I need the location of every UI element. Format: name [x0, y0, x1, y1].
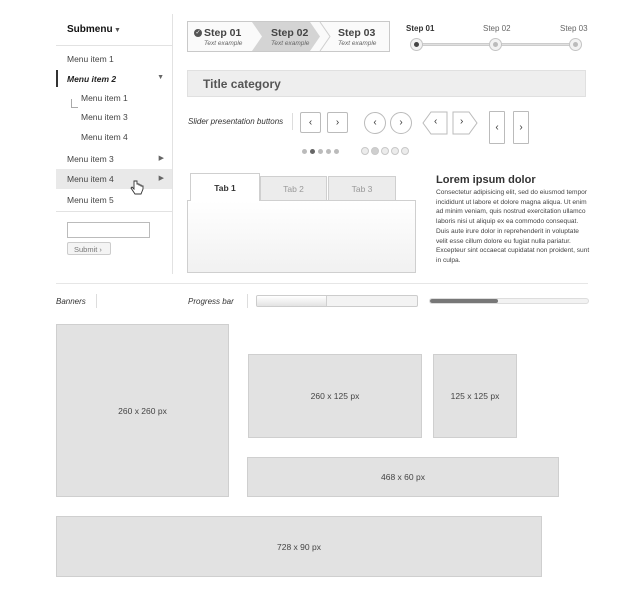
slider-arrow-buttons: [422, 111, 478, 135]
chevron-left-icon: ‹: [434, 116, 438, 127]
sidebar-item-label: Menu item 5: [67, 195, 114, 205]
separator: [96, 294, 97, 308]
slider-next-round-button[interactable]: ›: [390, 112, 412, 134]
step-sub: Text example: [271, 40, 310, 47]
progress-step-dot-3[interactable]: [569, 38, 582, 51]
slider-next-button[interactable]: ›: [327, 112, 348, 133]
separator: [247, 294, 248, 308]
sidebar-item-label: Menu item 4: [67, 174, 114, 184]
banner-260x260[interactable]: [56, 324, 229, 497]
tab-component: [187, 173, 416, 273]
submit-button[interactable]: Submit ›: [67, 242, 111, 255]
banner-468x60[interactable]: [247, 457, 559, 497]
banner-label: 260 x 260 px: [118, 405, 167, 416]
banner-728x90[interactable]: [56, 516, 542, 577]
sidebar-item-label: Menu item 4: [81, 132, 128, 142]
pagination-dot[interactable]: [302, 149, 307, 154]
sidebar: [56, 14, 172, 274]
tab-2[interactable]: Tab 2: [260, 176, 327, 201]
sidebar-item-menu-item-1[interactable]: [56, 49, 172, 69]
sidebar-divider: [56, 211, 172, 212]
title-category: Title category: [203, 77, 281, 91]
chevron-right-icon: ▶: [158, 155, 164, 162]
pagination-dot[interactable]: [310, 149, 315, 154]
progress-step-dot-1[interactable]: [410, 38, 423, 51]
progress-bar-label: Progress bar: [188, 297, 234, 306]
slider-buttons-label: Slider presentation buttons: [188, 117, 284, 126]
sidebar-item-menu-item-2[interactable]: [56, 69, 172, 89]
pagination-dot[interactable]: [391, 147, 399, 155]
progress-fill-2: [430, 299, 498, 303]
banner-125x125[interactable]: [433, 354, 517, 438]
banner-label: 125 x 125 px: [450, 391, 500, 401]
title-category-bar: [187, 70, 586, 97]
slider-next-tall-button[interactable]: ›: [513, 111, 529, 144]
submenu-title: Submenu: [67, 24, 113, 35]
step-2[interactable]: [262, 22, 320, 51]
progress-bar-1: [256, 295, 418, 307]
hand-cursor-icon: [130, 180, 144, 196]
tab-panel: [187, 200, 416, 273]
step-label: Step 01: [204, 27, 242, 39]
banner-label: 260 x 125 px: [310, 391, 360, 401]
tab-3[interactable]: Tab 3: [328, 176, 396, 201]
sidebar-item-menu-item-3[interactable]: [56, 149, 172, 169]
chevron-right-icon: ›: [460, 116, 464, 127]
sidebar-item-label: Menu item 3: [67, 154, 114, 164]
sidebar-item-label: Menu item 2: [67, 74, 117, 84]
progress-bar-2: [429, 298, 589, 304]
progress-fill-1: [257, 296, 327, 306]
step-label: Step 02: [271, 27, 309, 39]
banner-label: 728 x 90 px: [277, 541, 321, 552]
chevron-right-icon: ▶: [158, 175, 164, 182]
banners-label: Banners: [56, 297, 86, 306]
tab-1[interactable]: Tab 1: [190, 173, 260, 201]
check-icon: ✓: [195, 30, 201, 36]
sidebar-item-menu-item-4[interactable]: [56, 169, 172, 189]
progress-step-label-3: Step 03: [560, 24, 588, 33]
pagination-dot[interactable]: [381, 147, 389, 155]
sidebar-search-input[interactable]: [67, 222, 150, 238]
pagination-dot[interactable]: [318, 149, 323, 154]
lorem-body: Consectetur adipisicing elit, sed do eiusmod tempor incididunt ut labore et dolore magna aliqua. Ut enim ad minim veniam, quis nostrud exercitation ullamco laboris nisi ut aliquip ex ea commodo consequat. Duis aute irure dolor in reprehenderit in voluptate velit esse cillum dolore eu fugiat nulla pariatur. Excepteur sint occaecat cupidatat non proident, sunt in culpa.: [436, 189, 590, 264]
chevron-down-icon: ▼: [157, 74, 164, 81]
sidebar-subitem-menu-item-3[interactable]: [56, 107, 172, 127]
sidebar-subitem-menu-item-4[interactable]: [56, 127, 172, 147]
step-sub: Text example: [204, 40, 243, 47]
section-divider: [56, 283, 588, 284]
separator: [292, 113, 293, 130]
progress-step-label-2: Step 02: [483, 24, 511, 33]
sidebar-item-label: Menu item 1: [81, 93, 128, 103]
active-indicator: [56, 70, 58, 87]
sidebar-item-label: Menu item 3: [81, 112, 128, 122]
pagination-dot[interactable]: [326, 149, 331, 154]
step-sub: Text example: [338, 40, 377, 47]
sidebar-subitem-menu-item-1[interactable]: [56, 88, 172, 108]
progress-step-dot-2[interactable]: [489, 38, 502, 51]
slider-prev-round-button[interactable]: ‹: [364, 112, 386, 134]
submenu-header[interactable]: [56, 14, 172, 46]
pagination-dot[interactable]: [371, 147, 379, 155]
step-wizard: [187, 21, 390, 52]
sidebar-divider-vertical: [172, 14, 173, 274]
step-1[interactable]: [188, 22, 252, 51]
banner-260x125[interactable]: [248, 354, 422, 438]
chevron-down-icon: ▼: [114, 27, 121, 34]
sidebar-item-menu-item-5[interactable]: [56, 190, 172, 210]
step-3[interactable]: [330, 22, 390, 51]
pagination-dot[interactable]: [401, 147, 409, 155]
slider-prev-tall-button[interactable]: ‹: [489, 111, 505, 144]
slider-prev-button[interactable]: ‹: [300, 112, 321, 133]
pagination-dot[interactable]: [334, 149, 339, 154]
pagination-dot[interactable]: [361, 147, 369, 155]
step-label: Step 03: [338, 27, 376, 39]
sidebar-item-label: Menu item 1: [67, 54, 114, 64]
lorem-heading: Lorem ipsum dolor: [436, 174, 536, 186]
slider-next-tag-button[interactable]: [453, 112, 477, 134]
banner-label: 468 x 60 px: [381, 472, 425, 482]
progress-step-label-1: Step 01: [406, 24, 435, 33]
